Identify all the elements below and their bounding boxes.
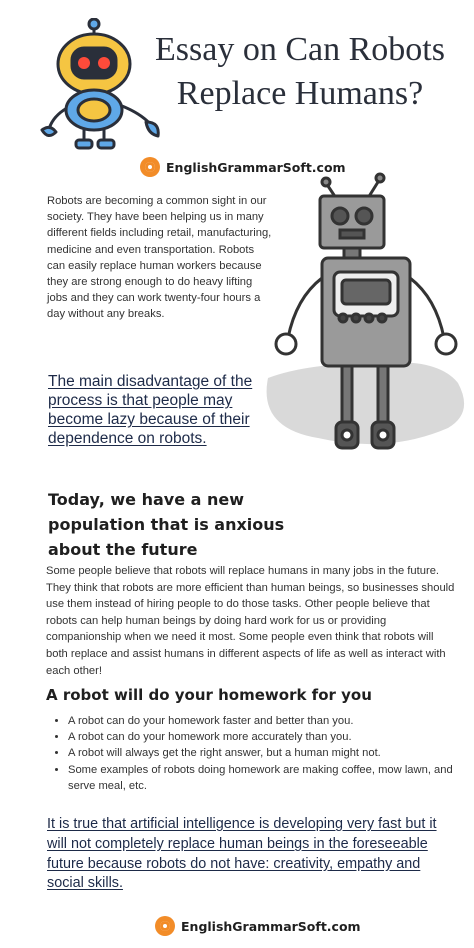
disadvantage-quote: The main disadvantage of the process is that people may become lazy because of their dependence on robots. [48, 373, 253, 447]
page-title: Essay on Can Robots Replace Humans? [155, 31, 445, 112]
section-heading-population: Today, we have a new population that is anxious about the future [48, 490, 285, 559]
opinions-paragraph: Some people believe that robots will replace humans in many jobs in the future. They think that robots are more efficient than human beings, so businesses should use them instead of hiring people to do those tasks. Other people believe that robots can help human beings by doing hard work for us or providing companionship when we need it most. Some people even think that robots will both replace and assist humans in different aspects of life as well as interact with each other! [46, 565, 455, 677]
list-item: • Some examples of robots doing homework are making coffee, mow lawn, and serve meal, etc. [68, 762, 474, 794]
brand-logo-icon [155, 916, 175, 936]
list-item: • A robot will always get the right answer, but a human might not. [68, 745, 474, 761]
gray-robot-illustration [248, 168, 474, 458]
homework-bullet-list [46, 713, 474, 794]
section-heading-homework: A robot will do your homework for you [46, 686, 372, 704]
brand-top-label: EnglishGrammarSoft.com [166, 159, 346, 175]
conclusion-quote: It is true that artificial intelligence is developing very fast but it will not completely replace human beings in the foreseeable future because robots do not have: creativity, empathy and social skills. [47, 816, 437, 892]
brand-logo-icon [140, 157, 160, 177]
brand-bottom[interactable] [155, 916, 361, 936]
brand-bottom-label: EnglishGrammarSoft.com [181, 918, 361, 934]
intro-paragraph: Robots are becoming a common sight in our society. They have been helping us in many different fields including retail, manufacturing, medicine and even transportation. Robots can easily replace human workers because they are strong enough to do heavy lifting jobs and they can work twenty-four hours a day without any breaks. [47, 195, 272, 321]
list-item: • A robot can do your homework more accurately than you. [68, 729, 474, 745]
list-item: • A robot can do your homework faster and better than you. [68, 713, 474, 729]
